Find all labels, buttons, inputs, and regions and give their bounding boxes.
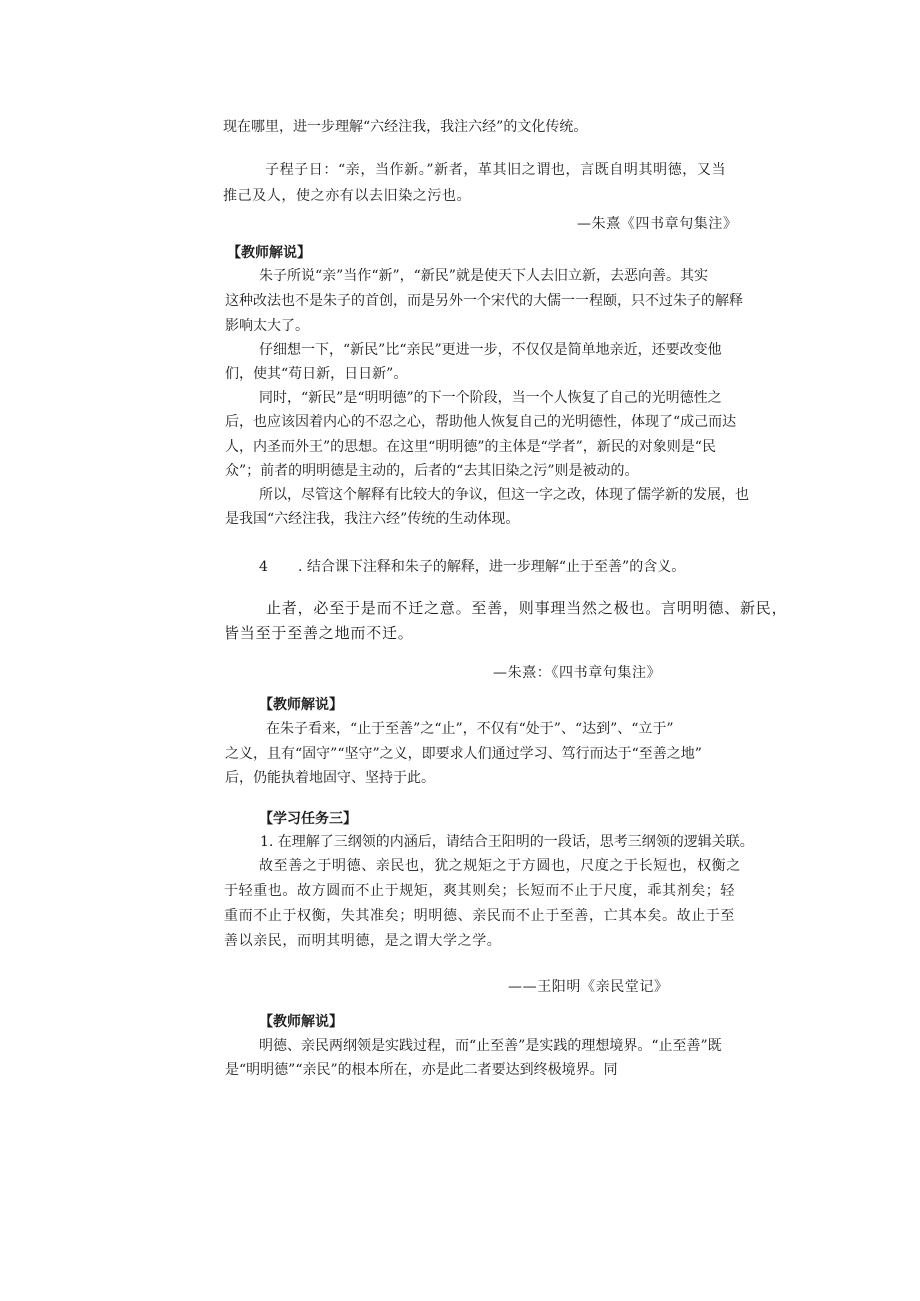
paragraph-line: 人，内圣而外王”的思想。在这里“明明德”的主体是“学者”，新民的对象则是“民 [225,439,716,455]
paragraph-line: 们，使其“苟日新，日日新”。 [225,366,408,382]
quote-attribution: ——王阳明《亲民堂记》 [508,979,669,995]
teacher-heading: 【教师解说】 [259,697,343,713]
learning-task-heading: 【学习任务三】 [259,811,357,827]
intro-line: 现在哪里，进一步理解“六经注我，我注六经”的文化传统。 [223,119,588,135]
quote-line: 善以亲民，而明其明德，是之谓大学之学。 [224,933,502,949]
paragraph-line: 后，也应该因着内心的不忍之心，帮助他人恢复自己的光明德性，体现了“成己而达 [225,414,737,430]
quote-attribution: —朱熹《四书章句集注》 [577,216,738,232]
paragraph-line: 同时，“新民”是“明明德”的下一个阶段，当一个人恢复了自己的光明德性之 [259,390,722,406]
quote-line: 子程子日：“亲，当作新。”新者，革其旧之谓也，言既自明其明德，又当 [265,162,727,178]
paragraph-line: 影响太大了。 [225,318,309,334]
quote-line: 止者，必至于是而不迁之意。至善，则事理当然之极也。言明明德、新民， [266,599,788,617]
task-text: . 结合课下注释和朱子的解释，进一步理解“止于至善”的含义。 [298,559,686,575]
quote-line: 重而不止于权衡，失其准矣；明明德、亲民而不止于至善，亡其本矣。故止于至 [224,908,735,924]
paragraph-line: 明德、亲民两纲领是实践过程，而“止至善”是实践的理想境界。“止至善”既 [259,1038,722,1054]
quote-line: 推己及人，使之亦有以去旧染之污也。 [223,188,472,204]
paragraph-line: 是我国“六经注我，我注六经”传统的生动体现。 [225,511,520,527]
paragraph-line: 是“明明德”“亲民”的根本所在，亦是此二者要达到终极境界。同 [225,1062,618,1078]
paragraph-line: 这种改法也不是朱子的首创，而是另外一个宋代的大儒一一程颐，只不过朱子的解释 [225,293,743,309]
task-number: 4 [259,559,268,575]
quote-line: 皆当至于至善之地而不迁。 [224,624,414,642]
paragraph-line: 仔细想一下，“新民”比“亲民”更进一步，不仅仅是简单地亲近，还要改变他 [259,342,722,358]
teacher-heading: 【教师解说】 [227,245,311,261]
paragraph-line: 众”；前者的明明德是主动的，后者的“去其旧染之污”则是被动的。 [225,463,639,479]
teacher-heading: 【教师解说】 [259,1014,343,1030]
quote-line: 于轻重也。故方圆而不止于规矩，爽其则矣；长短而不止于尺度，乖其剂矣；轻 [224,883,735,899]
paragraph-line: 所以，尽管这个解释有比较大的争议，但这一字之改，体现了儒学新的发展，也 [259,487,749,503]
paragraph-line: 朱子所说“亲”当作“新”，“新民”就是使天下人去旧立新，去恶向善。其实 [259,268,708,284]
paragraph-line: 后，仍能执着地固守、坚持于此。 [225,770,435,786]
paragraph-line: 之义，且有“固守”“坚守”之义，即要求人们通过学习、笃行而达于“至善之地” [225,746,702,762]
quote-line: 故至善之于明德、亲民也，犹之规矩之于方圆也，尺度之于长短也，权衡之 [259,858,741,874]
paragraph-line: 在朱子看来，“止于至善”之“止”，不仅有“处于”、“达到”、“立于” [266,721,674,737]
task-line: 1. 在理解了三纲领的内涵后，请结合王阳明的一段话，思考三纲领的逻辑关联。 [260,834,754,850]
quote-attribution: —朱熹：《四书章句集注》 [493,665,662,681]
